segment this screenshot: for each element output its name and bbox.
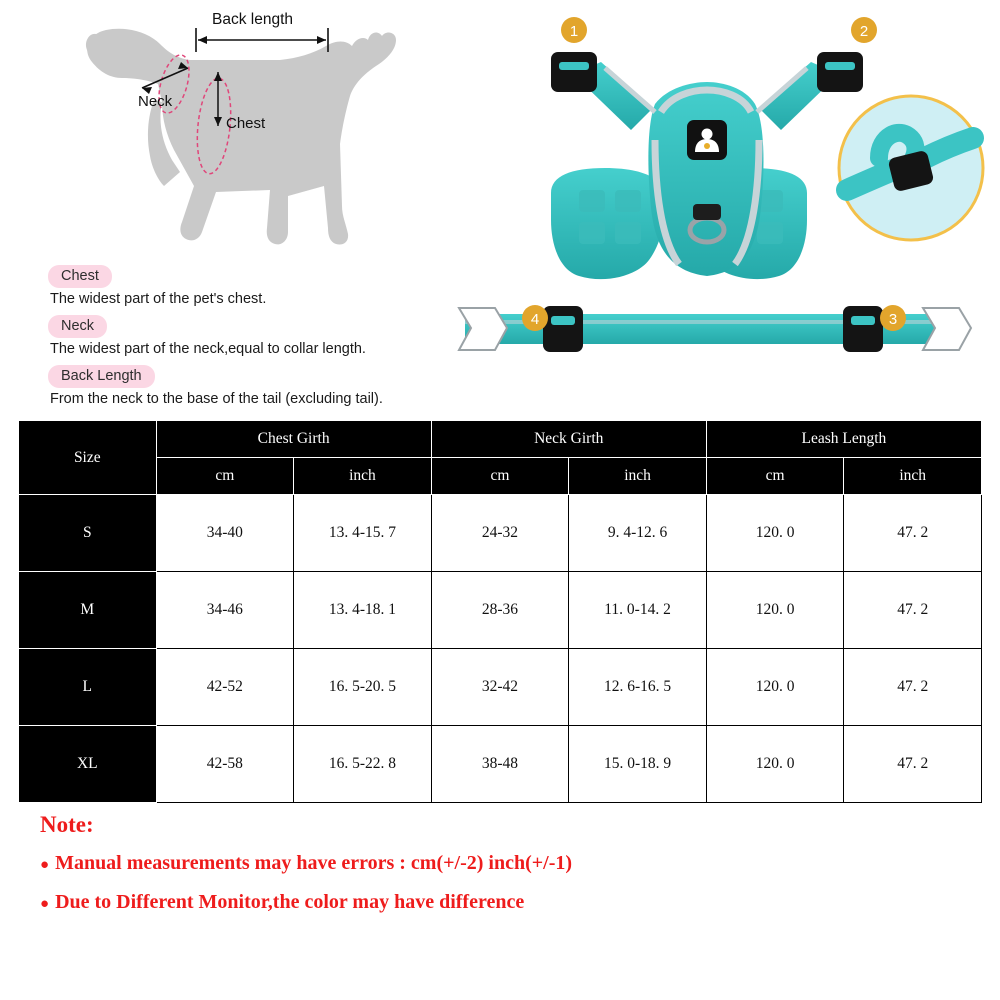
cell-s-chest-cm: 34-40 bbox=[156, 495, 294, 572]
top-illustration-area bbox=[0, 0, 1000, 420]
table-row bbox=[19, 495, 982, 572]
cell-xl-neck-cm: 38-48 bbox=[431, 726, 569, 803]
definition-chest-text: The widest part of the pet's chest. bbox=[50, 291, 267, 307]
table-header bbox=[19, 421, 982, 495]
svg-text:1: 1 bbox=[569, 23, 579, 40]
note-title: Note: bbox=[40, 812, 94, 837]
cell-xl-neck-inch: 15. 0-18. 9 bbox=[569, 726, 707, 803]
bullet-icon: ● bbox=[40, 896, 50, 912]
cell-s-neck-cm: 24-32 bbox=[431, 495, 569, 572]
header-leash-cm: cm bbox=[706, 458, 844, 495]
cell-m-leash-cm: 120. 0 bbox=[706, 572, 844, 649]
cell-l-leash-cm: 120. 0 bbox=[706, 649, 844, 726]
row-size-xl: XL bbox=[19, 726, 157, 803]
definition-neck bbox=[48, 315, 488, 357]
table-row bbox=[19, 649, 982, 726]
cell-m-chest-inch: 13. 4-18. 1 bbox=[294, 572, 432, 649]
cell-l-leash-inch: 47. 2 bbox=[844, 649, 982, 726]
harness-product-image bbox=[455, 8, 990, 398]
definition-back-length-text: From the neck to the base of the tail (excluding tail). bbox=[50, 391, 383, 407]
cell-m-chest-cm: 34-46 bbox=[156, 572, 294, 649]
table-row bbox=[19, 572, 982, 649]
bullet-icon: ● bbox=[40, 857, 50, 873]
buckle-top-right bbox=[817, 52, 863, 92]
note-line-2-text: Due to Different Monitor,the color may have difference bbox=[55, 891, 525, 913]
cell-l-chest-inch: 16. 5-20. 5 bbox=[294, 649, 432, 726]
measurement-definitions bbox=[48, 265, 488, 415]
callout-3 bbox=[880, 305, 906, 331]
callout-2 bbox=[851, 17, 877, 43]
definition-back-length bbox=[48, 365, 488, 407]
cell-l-chest-cm: 42-52 bbox=[156, 649, 294, 726]
dog-measurement-diagram bbox=[30, 10, 450, 270]
tag-back-length: Back Length bbox=[48, 365, 155, 388]
row-size-l: L bbox=[19, 649, 157, 726]
logo-badge bbox=[687, 120, 727, 160]
row-size-m: M bbox=[19, 572, 157, 649]
callout-1 bbox=[561, 17, 587, 43]
dog-silhouette bbox=[86, 29, 396, 245]
table-body bbox=[19, 495, 982, 803]
buckle-belly-right bbox=[843, 306, 883, 352]
label-back-length: Back length bbox=[212, 11, 293, 28]
header-chest-cm: cm bbox=[156, 458, 294, 495]
cell-m-neck-inch: 11. 0-14. 2 bbox=[569, 572, 707, 649]
back-length-measure bbox=[196, 28, 328, 52]
header-leash-length: Leash Length bbox=[706, 421, 981, 458]
definition-neck-text: The widest part of the neck,equal to collar length. bbox=[50, 341, 366, 357]
note-block bbox=[40, 812, 940, 930]
label-neck: Neck bbox=[138, 93, 173, 110]
cell-l-neck-cm: 32-42 bbox=[431, 649, 569, 726]
buckle-belly-left bbox=[543, 306, 583, 352]
buckle-zoom-inset bbox=[839, 96, 983, 240]
header-chest-inch: inch bbox=[294, 458, 432, 495]
header-leash-inch: inch bbox=[844, 458, 982, 495]
svg-text:4: 4 bbox=[530, 311, 540, 328]
row-size-s: S bbox=[19, 495, 157, 572]
cell-xl-leash-cm: 120. 0 bbox=[706, 726, 844, 803]
note-line-1-text: Manual measurements may have errors : cm(+/-2) inch(+/-1) bbox=[55, 852, 573, 874]
tag-chest: Chest bbox=[48, 265, 112, 288]
callout-4 bbox=[522, 305, 548, 331]
svg-text:3: 3 bbox=[888, 311, 898, 328]
header-chest-girth: Chest Girth bbox=[156, 421, 431, 458]
cell-m-neck-cm: 28-36 bbox=[431, 572, 569, 649]
note-line-1 bbox=[40, 852, 940, 875]
cell-m-leash-inch: 47. 2 bbox=[844, 572, 982, 649]
tag-neck: Neck bbox=[48, 315, 107, 338]
header-neck-girth: Neck Girth bbox=[431, 421, 706, 458]
header-neck-cm: cm bbox=[431, 458, 569, 495]
definition-chest bbox=[48, 265, 488, 307]
table-group-header-row bbox=[19, 421, 982, 458]
cell-xl-leash-inch: 47. 2 bbox=[844, 726, 982, 803]
cell-s-chest-inch: 13. 4-15. 7 bbox=[294, 495, 432, 572]
table-row bbox=[19, 726, 982, 803]
note-line-2 bbox=[40, 891, 940, 914]
header-size: Size bbox=[19, 421, 157, 495]
cell-s-neck-inch: 9. 4-12. 6 bbox=[569, 495, 707, 572]
svg-text:2: 2 bbox=[859, 23, 869, 40]
cell-xl-chest-cm: 42-58 bbox=[156, 726, 294, 803]
cell-s-leash-inch: 47. 2 bbox=[844, 495, 982, 572]
buckle-top-left bbox=[551, 52, 597, 92]
cell-l-neck-inch: 12. 6-16. 5 bbox=[569, 649, 707, 726]
cell-xl-chest-inch: 16. 5-22. 8 bbox=[294, 726, 432, 803]
table-unit-header-row bbox=[19, 458, 982, 495]
label-chest: Chest bbox=[226, 115, 266, 132]
cell-s-leash-cm: 120. 0 bbox=[706, 495, 844, 572]
size-chart-table bbox=[18, 420, 982, 803]
header-neck-inch: inch bbox=[569, 458, 707, 495]
